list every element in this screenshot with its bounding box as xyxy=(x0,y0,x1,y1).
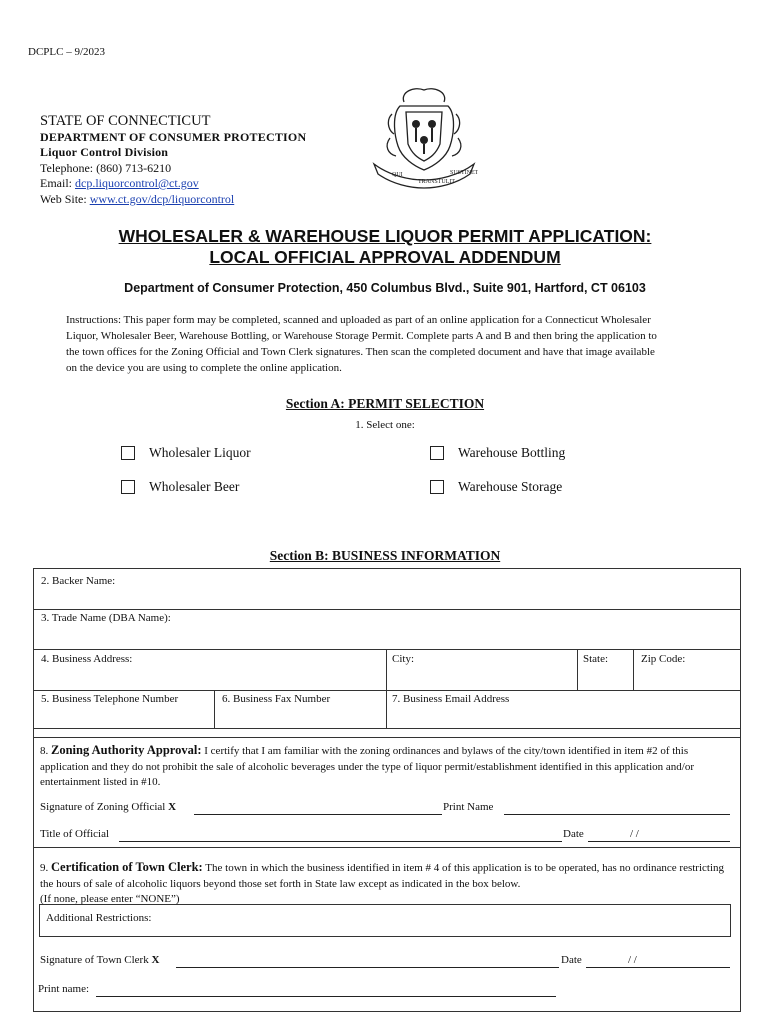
divider xyxy=(33,728,741,729)
svg-text:QUI: QUI xyxy=(392,172,403,178)
divider xyxy=(633,649,634,690)
zoning-print-name-line[interactable] xyxy=(504,814,730,815)
title-line-1: WHOLESALER & WAREHOUSE LIQUOR PERMIT APPLICATION: xyxy=(118,226,652,246)
svg-text:SUSTINET: SUSTINET xyxy=(450,170,478,176)
backer-name-field[interactable]: 2. Backer Name: xyxy=(41,575,116,587)
state-field[interactable]: State: xyxy=(583,653,609,665)
zoning-date-line[interactable] xyxy=(588,841,730,842)
option-wholesaler-beer[interactable] xyxy=(121,479,239,495)
option-label: Wholesaler Liquor xyxy=(149,445,251,460)
option-warehouse-bottling[interactable] xyxy=(430,445,565,461)
label-text: Signature of Zoning Official xyxy=(40,801,169,813)
label-text: Signature of Town Clerk xyxy=(40,954,152,966)
option-label: Warehouse Bottling xyxy=(458,445,566,460)
connecticut-state-seal-icon xyxy=(370,84,478,194)
additional-restrictions-label: Additional Restrictions: xyxy=(46,912,152,924)
department-address: Department of Consumer Protection, 450 Columbus Blvd., Suite 901, Hartford, CT 06103 xyxy=(124,281,646,295)
divider xyxy=(577,649,578,690)
print-name-label: Print name: xyxy=(38,983,90,995)
zoning-body: I certify that I am familiar with the zoning ordinances and bylaws of the city/town identified in item #2 of this application and they do not prohibit the sale of alcoholic beverages under the type of liquor permit/establishment identified in this application and/or entertainment listed in #10. xyxy=(40,745,695,788)
instructions: Instructions: This paper form may be completed, scanned and uploaded as part of an online application for a Connecticut Wholesaler Liquor, Wholesaler Beer, Warehouse Bottling, or Warehouse Storage Permit. Complete parts A and B and then bring the application to the town offices for the Zoning Official and Town Clerk signatures. Then scan the completed document and have that image available on the device you are using to complete the online application. xyxy=(66,314,657,374)
divider xyxy=(33,609,741,610)
zoning-approval-text xyxy=(40,743,730,791)
town-clerk-signature-line[interactable] xyxy=(176,967,559,968)
town-clerk-date-slashes: / / xyxy=(628,954,637,966)
section-a-heading: Section A: PERMIT SELECTION xyxy=(285,396,485,411)
zip-code-field[interactable]: Zip Code: xyxy=(641,653,686,665)
checkbox-warehouse-storage[interactable] xyxy=(430,480,444,494)
section-b-heading: Section B: BUSINESS INFORMATION xyxy=(269,548,501,563)
checkbox-wholesaler-beer[interactable] xyxy=(121,480,135,494)
divider xyxy=(386,649,387,728)
checkbox-warehouse-bottling[interactable] xyxy=(430,446,444,460)
department-name: DEPARTMENT OF CONSUMER PROTECTION xyxy=(40,129,307,144)
zoning-signature-line[interactable] xyxy=(194,814,442,815)
divider xyxy=(33,690,741,691)
town-clerk-date-line[interactable] xyxy=(586,967,730,968)
divider xyxy=(33,847,741,848)
x-mark: X xyxy=(168,801,177,813)
telephone: Telephone: (860) 713-6210 xyxy=(40,160,172,175)
town-clerk-text xyxy=(40,860,730,908)
state-name: STATE OF CONNECTICUT xyxy=(40,113,211,129)
zoning-heading: Zoning Authority Approval: xyxy=(51,743,202,757)
svg-text:TRANSTULIT: TRANSTULIT xyxy=(418,179,455,185)
trade-name-field[interactable]: 3. Trade Name (DBA Name): xyxy=(41,612,171,624)
none-note: (If none, please enter “NONE”) xyxy=(40,893,180,905)
business-telephone-field[interactable]: 5. Business Telephone Number xyxy=(41,693,179,705)
agency-block xyxy=(40,114,306,207)
checkbox-wholesaler-liquor[interactable] xyxy=(121,446,135,460)
business-email-field[interactable]: 7. Business Email Address xyxy=(392,693,510,705)
website-label: Web Site: xyxy=(40,191,90,206)
option-warehouse-storage[interactable] xyxy=(430,479,562,495)
form-code: DCPLC – 9/2023 xyxy=(28,46,106,58)
town-clerk-date-label: Date xyxy=(561,954,582,966)
divider xyxy=(33,649,741,650)
town-clerk-signature-label xyxy=(40,954,159,966)
email-label: Email: xyxy=(40,176,75,190)
title-line-2: LOCAL OFFICIAL APPROVAL ADDENDUM xyxy=(209,247,561,267)
print-name-line[interactable] xyxy=(96,996,556,997)
form-title xyxy=(0,226,770,268)
zoning-signature-label xyxy=(40,801,176,813)
business-address-field[interactable]: 4. Business Address: xyxy=(41,653,133,665)
item-number: 8. xyxy=(40,745,51,757)
email-line xyxy=(40,176,306,192)
item-number: 9. xyxy=(40,862,51,874)
email-link[interactable]: dcp.liquorcontrol@ct.gov xyxy=(75,176,199,190)
x-mark: X xyxy=(151,954,160,966)
title-of-official-line[interactable] xyxy=(119,841,562,842)
option-label: Wholesaler Beer xyxy=(149,479,240,494)
zoning-date-slashes: / / xyxy=(630,828,639,840)
division-name: Liquor Control Division xyxy=(40,145,169,159)
divider xyxy=(214,690,215,728)
divider xyxy=(33,737,741,738)
city-field[interactable]: City: xyxy=(392,653,415,665)
option-wholesaler-liquor[interactable] xyxy=(121,445,251,461)
website-line xyxy=(40,192,306,208)
zoning-date-label: Date xyxy=(563,828,584,840)
option-label: Warehouse Storage xyxy=(458,479,563,494)
website-link[interactable]: www.ct.gov/dcp/liquorcontrol xyxy=(89,191,235,206)
business-fax-field[interactable]: 6. Business Fax Number xyxy=(222,693,331,705)
select-one-prompt: 1. Select one: xyxy=(355,419,415,431)
title-of-official-label: Title of Official xyxy=(40,828,110,840)
town-clerk-heading: Certification of Town Clerk: xyxy=(51,860,203,874)
town-clerk-body: The town in which the business identified in item # 4 of this application is to be operated, has no ordinance restricting the hours of sale of alcoholic liquors beyond those set forth in State law except as indicated in the box below. xyxy=(40,862,724,890)
zoning-print-name-label: Print Name xyxy=(443,801,494,813)
